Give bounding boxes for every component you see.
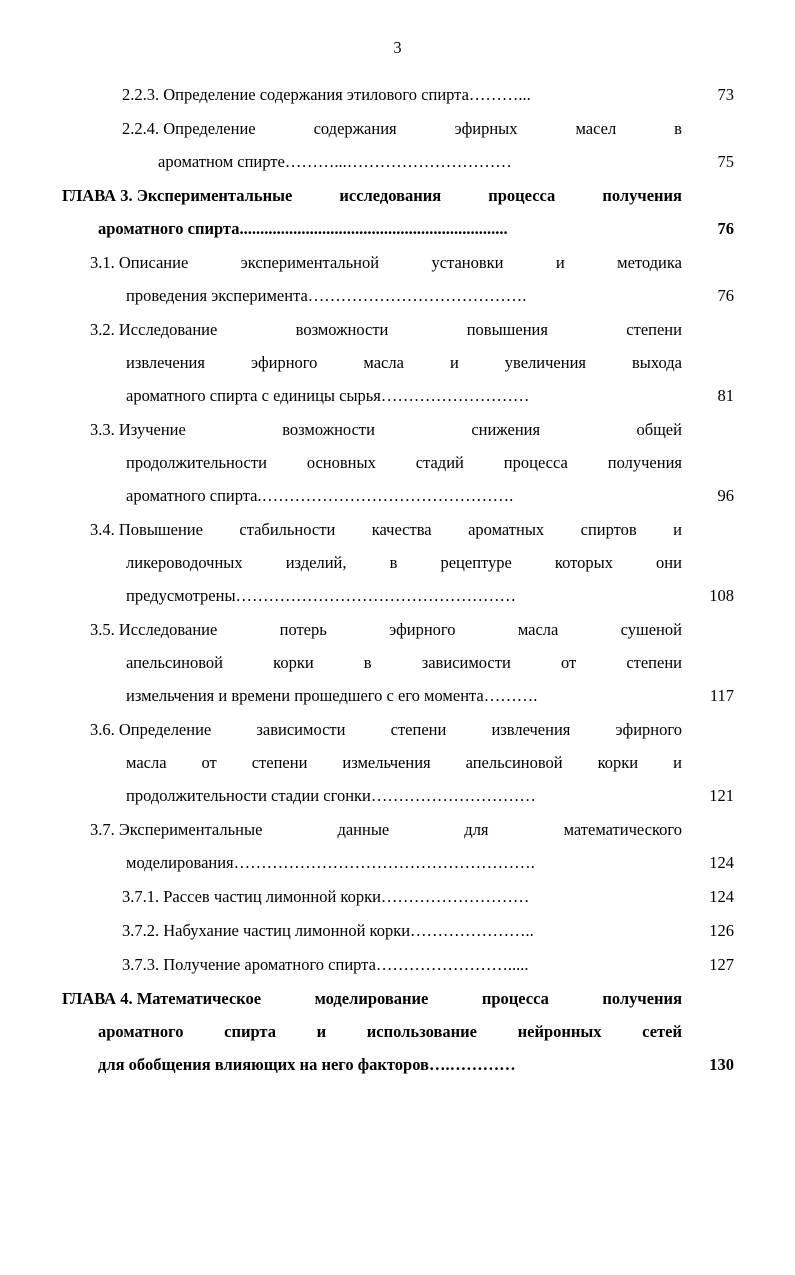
toc-entry-line: извлечения эфирного масла и увеличения выхода bbox=[126, 353, 682, 372]
toc-entry-line: измельчения и времени прошедшего с его момента………. bbox=[126, 686, 538, 705]
toc-entry-page-number: 81 bbox=[717, 386, 734, 405]
toc-entry-3-7-2[interactable] bbox=[62, 914, 734, 947]
toc-entry-line: ароматного спирта................................................................. bbox=[98, 219, 508, 238]
toc-entry-text bbox=[122, 78, 682, 111]
toc-entry-page-number: 127 bbox=[709, 955, 734, 974]
toc-entry-3-4[interactable] bbox=[62, 513, 734, 612]
toc-entry-3-7-1[interactable] bbox=[62, 880, 734, 913]
toc-entry-text bbox=[90, 713, 682, 812]
toc-entry-3-3[interactable] bbox=[62, 413, 734, 512]
toc-entry-line: для обобщения влияющих на него факторов….………… bbox=[98, 1055, 516, 1074]
toc-entry-page-number: 108 bbox=[709, 586, 734, 605]
toc-entry-line: ликероводочных изделий, в рецептуре которых они bbox=[126, 553, 682, 572]
toc-entry-line: 2.2.3. Определение содержания этилового спирта………... bbox=[122, 85, 531, 104]
toc-entry-line: 3.3. Изучение возможности снижения общей bbox=[90, 420, 682, 439]
toc-entry-page-number: 121 bbox=[709, 786, 734, 805]
toc-entry-line: 3.2. Исследование возможности повышения степени bbox=[90, 320, 682, 339]
toc-entry-2-2-4[interactable] bbox=[62, 112, 734, 178]
toc-entry-text bbox=[90, 313, 682, 412]
toc-entry-text bbox=[90, 813, 682, 879]
toc-entry-line: 2.2.4. Определение содержания эфирных масел в bbox=[122, 119, 682, 138]
toc-entry-line: продолжительности стадии сгонки………………………… bbox=[126, 786, 536, 805]
toc-entry-page-number: 96 bbox=[717, 486, 734, 505]
toc-entry-text bbox=[62, 982, 682, 1081]
toc-entry-line: 3.7.3. Получение ароматного спирта……………………..... bbox=[122, 955, 529, 974]
toc-entry-page-number: 126 bbox=[709, 921, 734, 940]
toc-entry-line: 3.5. Исследование потерь эфирного масла сушеной bbox=[90, 620, 682, 639]
toc-entry-page-number: 117 bbox=[709, 686, 734, 705]
toc-entry-text bbox=[90, 246, 682, 312]
toc-entry-line: 3.7.2. Набухание частиц лимонной корки………………….. bbox=[122, 921, 534, 940]
toc-entry-line: предусмотрены…………………………………………… bbox=[126, 586, 517, 605]
toc-entry-line: апельсиновой корки в зависимости от степени bbox=[126, 653, 682, 672]
toc-entry-line: 3.7.1. Рассев частиц лимонной корки……………………… bbox=[122, 887, 530, 906]
toc-entry-3-5[interactable] bbox=[62, 613, 734, 712]
toc-entry-page-number: 73 bbox=[717, 85, 734, 104]
toc-entry-3-1[interactable] bbox=[62, 246, 734, 312]
toc-entry-line: ароматного спирта с единицы сырья……………………… bbox=[126, 386, 530, 405]
toc-entry-text bbox=[122, 880, 682, 913]
toc-entry-line: продолжительности основных стадий процесса получения bbox=[126, 453, 682, 472]
table-of-contents bbox=[62, 78, 734, 1082]
toc-entry-line: ГЛАВА 3. Экспериментальные исследования процесса получения bbox=[62, 186, 682, 205]
toc-entry-text bbox=[90, 513, 682, 612]
toc-entry-line: 3.6. Определение зависимости степени извлечения эфирного bbox=[90, 720, 682, 739]
toc-entry-line: ГЛАВА 4. Математическое моделирование процесса получения bbox=[62, 989, 682, 1008]
toc-entry-page-number: 76 bbox=[717, 219, 734, 238]
toc-entry-page-number: 124 bbox=[709, 853, 734, 872]
toc-entry-line: масла от степени измельчения апельсиновой корки и bbox=[126, 753, 682, 772]
toc-entry-3-2[interactable] bbox=[62, 313, 734, 412]
toc-entry-line: ароматного спирта и использование нейронных сетей bbox=[98, 1022, 682, 1041]
toc-entry-text bbox=[122, 112, 682, 178]
toc-entry-chapter-4[interactable] bbox=[62, 982, 734, 1081]
toc-entry-page-number: 76 bbox=[717, 286, 734, 305]
toc-entry-chapter-3[interactable] bbox=[62, 179, 734, 245]
toc-entry-text bbox=[122, 914, 682, 947]
toc-entry-2-2-3[interactable] bbox=[62, 78, 734, 111]
toc-entry-page-number: 75 bbox=[717, 152, 734, 171]
toc-entry-page-number: 124 bbox=[709, 887, 734, 906]
toc-entry-page-number: 130 bbox=[709, 1055, 734, 1074]
toc-entry-line: ароматного спирта.………………………………………. bbox=[126, 486, 514, 505]
toc-entry-line: проведения эксперимента…………………………………. bbox=[126, 286, 527, 305]
page-number: 3 bbox=[393, 38, 402, 57]
toc-entry-3-7-3[interactable] bbox=[62, 948, 734, 981]
toc-entry-3-6[interactable] bbox=[62, 713, 734, 812]
toc-entry-3-7[interactable] bbox=[62, 813, 734, 879]
toc-entry-line: 3.4. Повышение стабильности качества ароматных спиртов и bbox=[90, 520, 682, 539]
toc-entry-text bbox=[62, 179, 682, 245]
toc-entry-line: моделирования………………………………………………. bbox=[126, 853, 535, 872]
toc-entry-line: ароматном спирте………...………………………… bbox=[158, 152, 512, 171]
toc-entry-text bbox=[90, 613, 682, 712]
toc-entry-line: 3.7. Экспериментальные данные для математического bbox=[90, 820, 682, 839]
toc-entry-text bbox=[90, 413, 682, 512]
toc-entry-text bbox=[122, 948, 682, 981]
toc-entry-line: 3.1. Описание экспериментальной установки и методика bbox=[90, 253, 682, 272]
